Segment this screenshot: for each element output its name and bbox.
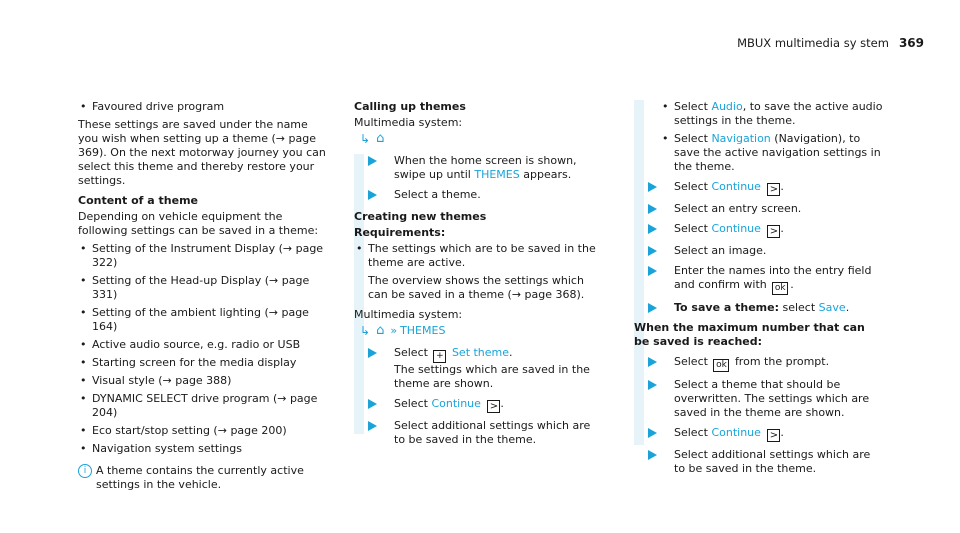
chevron-right-icon: > [767,183,780,196]
step-arrow-icon [648,182,657,192]
instruction-step: Select + Set theme. The settings which are saved in the theme are shown. [368,346,604,391]
instruction-step: Select Continue > . [648,180,884,196]
step-arrow-icon [368,190,377,200]
instruction-step: Select an entry screen. [648,202,884,216]
instruction-step: When the home screen is shown, swipe up until THEMES appears. [368,154,604,182]
list-item: • Setting of the Instrument Display (→ page 322) [78,242,328,270]
list-item: • Starting screen for the media display [78,356,328,370]
step-arrow-icon [368,421,377,431]
note-text: A theme contains the currently active settings in the vehicle. [96,464,304,491]
step-arrow-icon [648,380,657,390]
instruction-step: Select Continue > . [648,426,884,442]
list-item: • Select Audio, to save the active audio settings in the theme. [660,100,884,128]
page-header [737,36,924,50]
themes-link[interactable]: THEMES [400,324,446,337]
instruction-step: Select an image. [648,244,884,258]
paragraph: Depending on vehicle equipment the following settings can be saved in a theme: [78,210,319,237]
menu-path [360,324,604,338]
home-icon: ⌂ [376,131,385,146]
audio-link[interactable]: Audio [711,100,743,113]
menu-path [360,132,604,146]
list-item: • Setting of the ambient lighting (→ page 164) [78,306,328,334]
continue-link[interactable]: Continue [711,222,761,235]
instruction-step: Enter the names into the entry field and confirm with ok . [648,264,884,295]
step-arrow-icon [648,303,657,313]
section-heading: Calling up themes [354,100,466,113]
list-item: • Navigation system settings [78,442,328,456]
chevron-right-icon: > [767,225,780,238]
save-link[interactable]: Save [818,301,846,314]
instruction-step: Select ok from the prompt. [648,355,884,372]
instruction-step: Select additional settings which are to be saved in the theme. [648,448,884,476]
path-arrow-icon: ↳ [360,324,371,338]
section-heading: When the maximum number that can be saved is reached: [634,321,865,348]
step-arrow-icon [648,246,657,256]
path-label: Multimedia system: [354,308,463,321]
step-arrow-icon [648,357,657,367]
step-arrow-icon [368,399,377,409]
plus-icon: + [433,350,446,363]
section-heading: Content of a theme [78,194,198,207]
list-item: • Favoured drive program [78,100,328,114]
instruction-step: Select additional settings which are to be saved in the theme. [368,419,604,447]
step-arrow-icon [368,348,377,358]
continue-link[interactable]: Continue [711,426,761,439]
requirements-heading: Requirements: [354,226,446,239]
double-chevron-icon: » [390,324,395,337]
navigation-link[interactable]: Navigation [711,132,771,145]
list-item: • Visual style (→ page 388) [78,374,328,388]
path-arrow-icon: ↳ [360,132,371,146]
list-item: • DYNAMIC SELECT drive program (→ page 204) [78,392,328,420]
home-icon: ⌂ [376,323,385,338]
list-item: • The settings which are to be saved in the theme are active. [354,242,604,270]
continue-link[interactable]: Continue [711,180,761,193]
column-3 [634,100,884,482]
themes-link[interactable]: THEMES [474,168,520,181]
step-arrow-icon [648,204,657,214]
info-icon: i [78,464,92,478]
step-arrow-icon [648,224,657,234]
info-note [78,464,328,492]
ok-key-icon: ok [713,359,729,372]
paragraph: These settings are saved under the name you wish when setting up a theme (→ page 369). On the next motorway journey you can select this theme and thereby restore your settings. [78,118,326,187]
list-item: • Eco start/stop setting (→ page 200) [78,424,328,438]
path-label: Multimedia system: [354,116,463,129]
step-result: The settings which are saved in the theme are shown. [394,363,590,390]
column-2 [354,100,604,453]
step-arrow-icon [648,450,657,460]
continue-link[interactable]: Continue [431,397,481,410]
ok-key-icon: ok [772,282,788,295]
chevron-right-icon: > [767,429,780,442]
chevron-right-icon: > [487,400,500,413]
instruction-step: Select a theme. [368,188,604,202]
paragraph: The overview shows the settings which can be saved in a theme (→ page 368). [368,274,585,301]
list-item: • Setting of the Head-up Display (→ page 331) [78,274,328,302]
list-item: • Active audio source, e.g. radio or USB [78,338,328,352]
step-arrow-icon [648,428,657,438]
instruction-step: To save a theme: select Save. [648,301,884,315]
header-title: MBUX multimedia sy stem [737,36,889,50]
set-theme-link[interactable]: Set theme [451,346,510,359]
instruction-step: Select a theme that should be overwritten. The settings which are saved in the theme are shown. [648,378,884,420]
step-arrow-icon [648,266,657,276]
list-item: • Select Navigation (Navigation), to save the active navigation settings in the theme. [660,132,884,174]
section-heading: Creating new themes [354,210,487,223]
column-1 [78,100,328,492]
instruction-step: Select Continue > . [648,222,884,238]
step-arrow-icon [368,156,377,166]
page-number: 369 [898,36,924,50]
instruction-step: Select Continue > . [368,397,604,413]
